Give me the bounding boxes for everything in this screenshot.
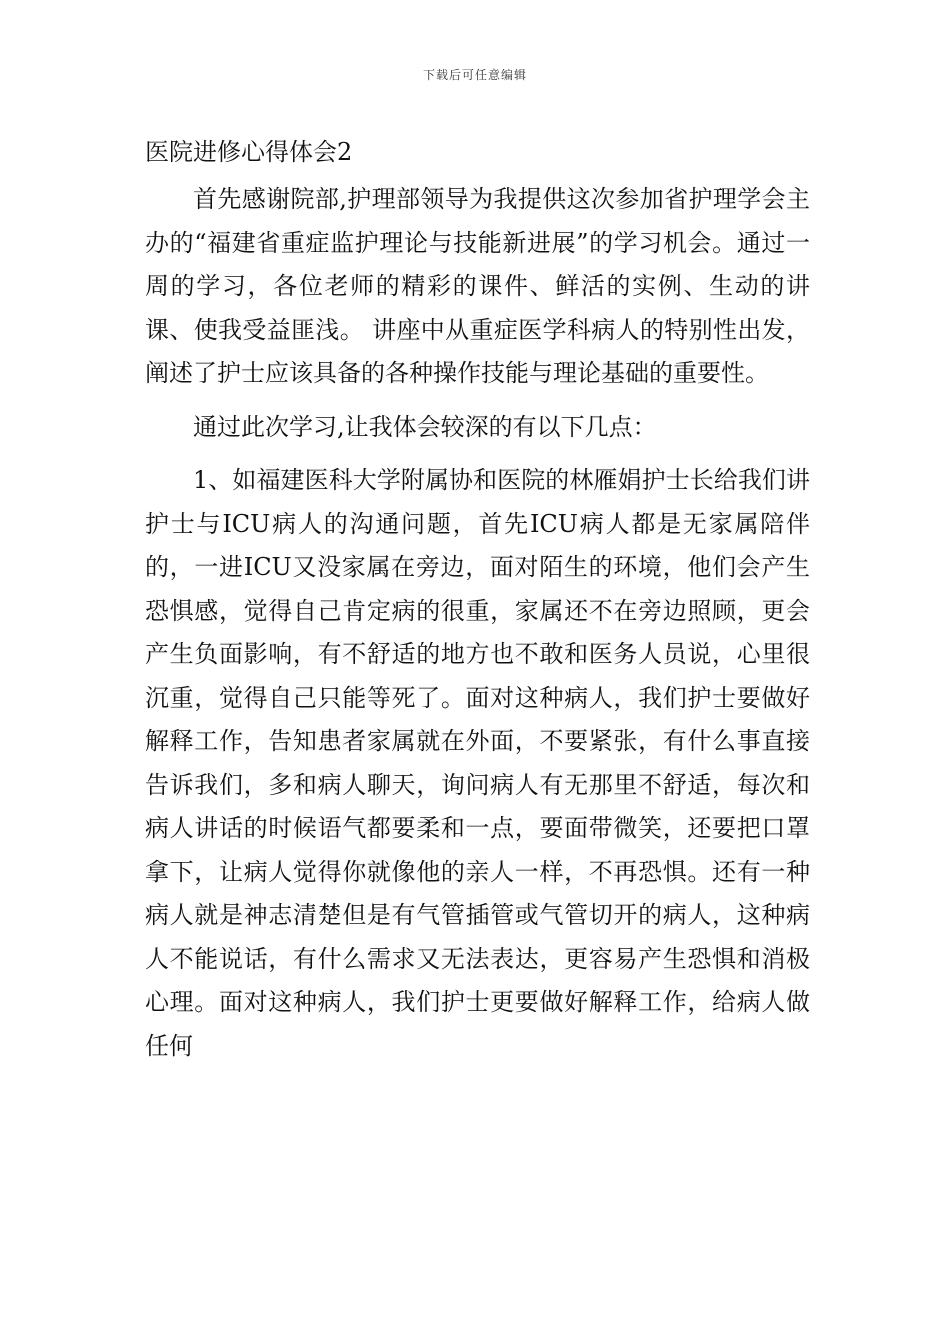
document-title: 医院进修心得体会2: [145, 138, 353, 166]
paragraph-intro: 首先感谢院部,护理部领导为我提供这次参加省护理学会主办的“福建省重症监护理论与技能新进展”的学习机会。通过一周的学习，各位老师的精彩的课件、鲜活的实例、生动的讲课、使我受益匪浅。 讲座中从重症医学科病人的特别性出发，阐述了护士应该具备的各种操作技能与理论基础的重要性。: [145, 185, 810, 387]
document-body: [145, 178, 810, 1068]
page-header-note: 下载后可任意编辑: [422, 68, 527, 82]
paragraph-summary: 通过此次学习,让我体会较深的有以下几点：: [193, 412, 657, 441]
paragraph-point-1: 1、如福建医科大学附属协和医院的林雁娟护士长给我们讲护士与ICU病人的沟通问题，首先ICU病人都是无家属陪伴的，一进ICU又没家属在旁边，面对陌生的环境，他们会产生恐惧感，觉得自己肯定病的很重，家属还不在旁边照顾，更会产生负面影响，有不舒适的地方也不敢和医务人员说，心里很沉重，觉得自己只能等死了。面对这种病人，我们护士要做好解释工作，告知患者家属就在外面，不要紧张，有什么事直接告诉我们，多和病人聊天，询问病人有无那里不舒适，每次和病人讲话的时候语气都要柔和一点，要面带微笑，还要把口罩拿下，让病人觉得你就像他的亲人一样，不再恐惧。还有一种病人就是神志清楚但是有气管插管或气管切开的病人，这种病人不能说话，有什么需求又无法表达，更容易产生恐惧和消极心理。面对这种病人，我们护士更要做好解释工作，给病人做任何: [145, 466, 810, 1060]
